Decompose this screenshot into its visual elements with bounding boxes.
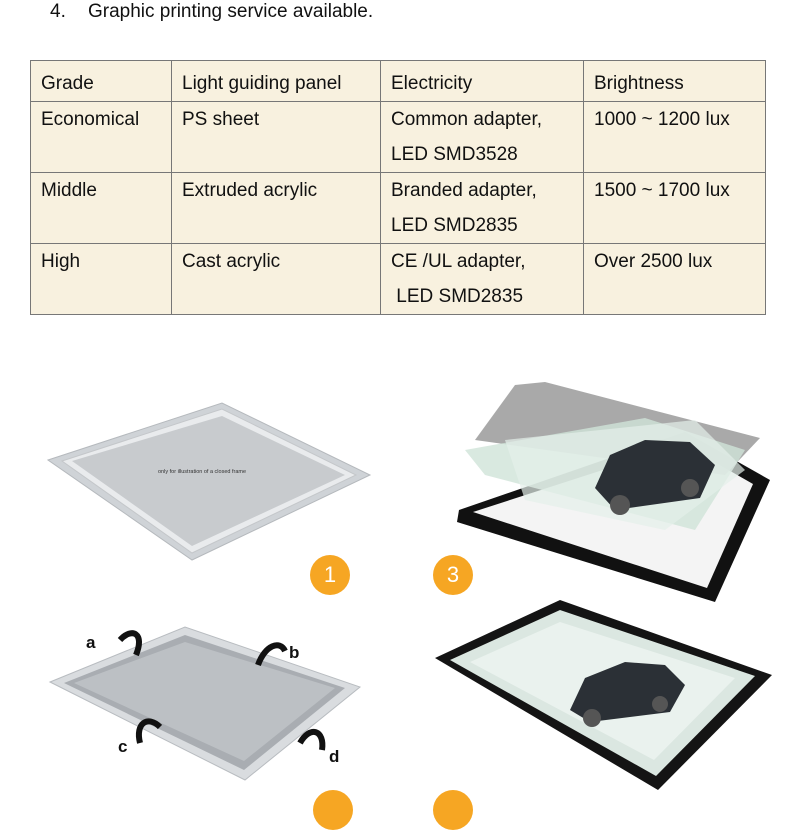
cell-grade: High <box>31 244 172 315</box>
table-row <box>31 244 766 315</box>
closed-frame-note: only for illustration of a closed frame <box>158 469 247 475</box>
inserting-graphic-illustration <box>445 380 785 605</box>
cell-brightness: Over 2500 lux <box>584 244 766 315</box>
open-frame-illustration <box>40 615 400 800</box>
electricity-line: LED SMD2835 <box>391 286 524 307</box>
heading-text: Graphic printing service available. <box>88 1 374 22</box>
arrow-d-icon <box>300 732 322 750</box>
heading-number: 4. <box>50 1 66 22</box>
electricity-line: Common adapter, <box>391 109 543 130</box>
step-badge-partial <box>313 790 353 830</box>
step-badge-partial <box>433 790 473 830</box>
electricity-line: LED SMD2835 <box>391 215 518 236</box>
cell-brightness: 1500 ~ 1700 lux <box>584 173 766 244</box>
cell-electricity <box>381 244 584 315</box>
cell-panel: PS sheet <box>172 102 381 173</box>
cell-electricity <box>381 173 584 244</box>
closed-frame-illustration <box>40 395 380 565</box>
step-badge-3: 3 <box>433 555 473 595</box>
cell-grade: Economical <box>31 102 172 173</box>
table-header-row <box>31 61 766 102</box>
header-electricity: Electricity <box>381 61 584 102</box>
electricity-line: CE /UL adapter, <box>391 251 526 272</box>
cell-electricity <box>381 102 584 173</box>
electricity-line: LED SMD3528 <box>391 144 518 165</box>
header-panel: Light guiding panel <box>172 61 381 102</box>
table-row <box>31 173 766 244</box>
section-heading <box>50 0 373 24</box>
finished-frame-illustration <box>430 600 780 800</box>
cell-panel: Extruded acrylic <box>172 173 381 244</box>
cell-grade: Middle <box>31 173 172 244</box>
header-grade: Grade <box>31 61 172 102</box>
arrow-label-b: b <box>289 643 300 662</box>
table-row <box>31 102 766 173</box>
cell-panel: Cast acrylic <box>172 244 381 315</box>
electricity-line: Branded adapter, <box>391 180 537 201</box>
header-brightness: Brightness <box>584 61 766 102</box>
arrow-label-a: a <box>86 633 96 652</box>
cell-brightness: 1000 ~ 1200 lux <box>584 102 766 173</box>
arrow-label-c: c <box>118 737 128 756</box>
arrow-label-d: d <box>329 747 340 766</box>
grade-comparison-table <box>30 60 766 315</box>
step-badge-1: 1 <box>310 555 350 595</box>
